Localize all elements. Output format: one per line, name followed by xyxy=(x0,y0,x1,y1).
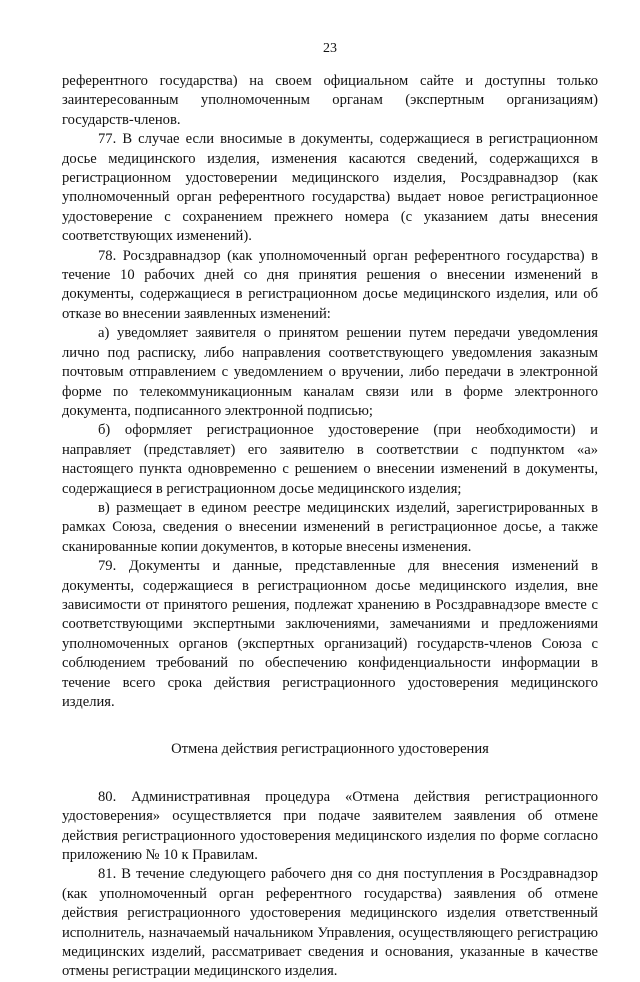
page-number: 23 xyxy=(323,41,337,56)
para-78-a: а) уведомляет заявителя о принятом решении путем передачи уведомления лично под расписку, либо направления соответствующего уведомления заказным почтовым отправлением с уведомлением о вручении, либо передачи в электронной форме по телекоммуникационным каналам связи или в форме электронного документа, подписанного электронной подписью; xyxy=(62,325,598,419)
para-77: 77. В случае если вносимые в документы, содержащиеся в регистрационном досье медицинского изделия, изменения касаются сведений, содержащихся в регистрационном удостоверении медицинского изделия, Росздравнадзор (как уполномоченный орган референтного государства) выдает новое регистрационное удостоверение с сохранением прежнего номера (с указанием даты внесения соответствующих изменений). xyxy=(62,131,598,245)
para-78-b: б) оформляет регистрационное удостоверение (при необходимости) и направляет (представляет) его заявителю в соответствии с подпунктом «а» настоящего пункта одновременно с решением о внесении изменений в документы, содержащиеся в регистрационном досье медицинского изделия; xyxy=(62,422,598,497)
para-continuation: референтного государства) на своем официальном сайте и доступны только заинтересованным уполномоченным органам (экспертным организациям) государств-членов. xyxy=(62,73,598,128)
section-heading: Отмена действия регистрационного удостоверения xyxy=(171,741,489,758)
para-78: 78. Росздравнадзор (как уполномоченный орган референтного государства) в течение 10 рабочих дней со дня принятия решения о внесении изменений в документы, содержащиеся в регистрационном досье медицинского изделия, или об отказе во внесении заявленных изменений: xyxy=(62,247,598,322)
para-79: 79. Документы и данные, представленные для внесения изменений в документы, содержащиеся в регистрационном досье медицинского изделия, вне зависимости от принятого решения, подлежат хранению в Росздравнадзоре вместе с соответствующими экспертными заключениями, замечаниями и предложениями уполномоченных органов (экспертных организаций) государств-членов Союза с соблюдением требований по обеспечению конфиденциальности информации в течение всего срока действия регистрационного удостоверения медицинского изделия. xyxy=(62,558,598,710)
para-81: 81. В течение следующего рабочего дня со дня поступления в Росздравнадзор (как уполномоченный орган референтного государства) заявления об отмене действия регистрационного удостоверения медицинского изделия ответственный исполнитель, назначаемый начальником Управления, осуществляющего регистрацию медицинских изделий, рассматривает сведения и основания, указанные в качестве отмены регистрации медицинского изделия. xyxy=(62,866,598,980)
para-78-v: в) размещает в едином реестре медицинских изделий, зарегистрированных в рамках Союза, сведения о внесении изменений в регистрационное досье, а также сканированные копии документов, в которые внесены изменения. xyxy=(62,499,598,555)
para-80: 80. Административная процедура «Отмена действия регистрационного удостоверения» осуществляется при подаче заявителем заявления об отмене действия регистрационного удостоверения медицинского изделия по форме согласно приложению № 10 к Правилам. xyxy=(62,788,598,864)
document-page xyxy=(62,40,598,982)
